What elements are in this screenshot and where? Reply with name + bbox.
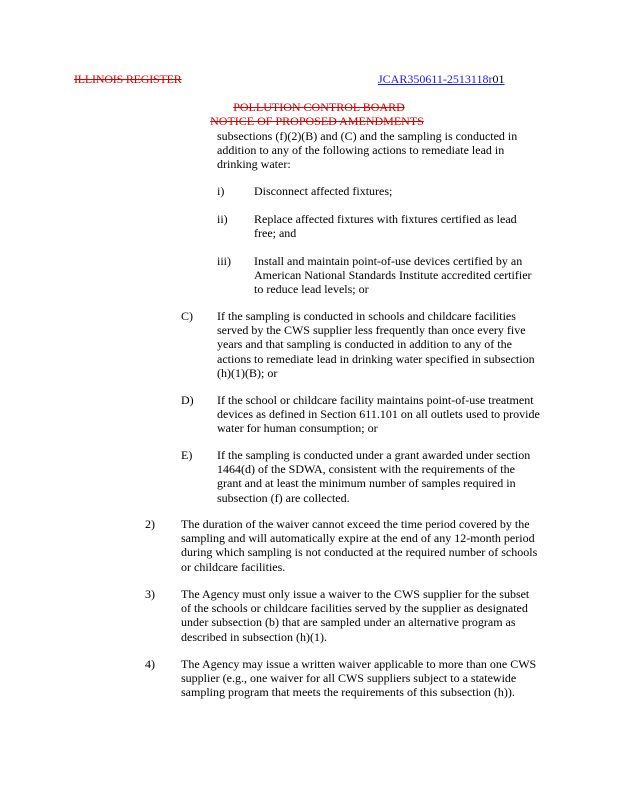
text-line: The Agency may issue a written waiver applicable to more than one CWS <box>181 657 537 671</box>
jcar-code <box>378 72 504 87</box>
list-item <box>217 309 535 380</box>
text-line: or childcare facilities. <box>181 559 286 574</box>
list-item <box>181 517 537 574</box>
text-line: If the school or childcare facility maintains point-of-use treatment <box>217 393 534 407</box>
text-line: subsections (f)(2)(B) and (C) and the sampling is conducted in <box>217 129 518 143</box>
text-line: The Agency must only issue a waiver to the CWS supplier for the subset <box>181 587 530 601</box>
text-line: water for human consumption; or <box>217 421 378 436</box>
jcar-code-main: JCAR350611-2513118r <box>378 72 493 86</box>
notice-title: NOTICE OF PROPOSED AMENDMENTS <box>210 114 424 128</box>
item-number: C) <box>181 309 193 323</box>
text-line: Disconnect affected fixtures; <box>254 184 393 198</box>
list-item <box>217 448 530 505</box>
text-line: If the sampling is conducted under a grant awarded under section <box>217 448 531 462</box>
intro-paragraph <box>217 129 517 172</box>
item-number: 4) <box>145 657 155 671</box>
item-number: ii) <box>217 212 228 226</box>
item-number: 3) <box>145 587 155 601</box>
text-line: described in subsection (h)(1). <box>181 629 327 644</box>
list-item <box>254 184 392 198</box>
text-line: The duration of the waiver cannot exceed the time period covered by the <box>181 517 530 531</box>
text-line: under subsection (b) that are sampled under an alternative program as <box>181 615 516 630</box>
jcar-code-tail: 01 <box>492 72 505 86</box>
item-number: iii) <box>217 254 231 268</box>
text-line: supplier (e.g., one waiver for all CWS suppliers subject to a statewide <box>181 671 517 686</box>
text-line: grant and at least the minimum number of samples required in <box>217 476 516 491</box>
item-number: E) <box>181 448 193 462</box>
text-line: during which sampling is not conducted at the required number of schools <box>181 545 538 560</box>
agency-name: POLLUTION CONTROL BOARD <box>233 100 405 114</box>
text-line: drinking water: <box>217 157 291 172</box>
text-line: to reduce lead levels; or <box>254 282 369 297</box>
text-line: addition to any of the following actions to remediate lead in <box>217 143 505 158</box>
item-number: 2) <box>145 517 155 531</box>
text-line: sampling and will automatically expire at the end of any 12-month period <box>181 531 535 546</box>
text-line: actions to remediate lead in drinking water specified in subsection <box>217 351 535 366</box>
text-line: of the schools or childcare facilities served by the supplier as designated <box>181 601 528 616</box>
text-line: sampling program that meets the requirements of this subsection (h)). <box>181 685 515 700</box>
list-item <box>254 212 517 240</box>
item-number: D) <box>181 393 194 407</box>
text-line: (h)(1)(B); or <box>217 365 278 380</box>
register-header: ILLINOIS REGISTER <box>74 72 182 86</box>
text-line: years and that sampling is conducted in addition to any of the <box>217 337 512 352</box>
text-line: devices as defined in Section 611.101 on all outlets used to provide <box>217 407 540 422</box>
list-item <box>181 657 536 700</box>
text-line: subsection (f) are collected. <box>217 490 350 505</box>
text-line: American National Standards Institute accredited certifier <box>254 268 532 283</box>
list-item <box>181 587 529 644</box>
list-item <box>254 254 532 297</box>
list-item <box>217 393 540 436</box>
text-line: Replace affected fixtures with fixtures certified as lead <box>254 212 517 226</box>
text-line: 1464(d) of the SDWA, consistent with the requirements of the <box>217 462 515 477</box>
item-number: i) <box>217 184 225 198</box>
text-line: If the sampling is conducted in schools and childcare facilities <box>217 309 516 323</box>
text-line: Install and maintain point-of-use devices certified by an <box>254 254 523 268</box>
text-line: free; and <box>254 226 297 241</box>
text-line: served by the CWS supplier less frequently than once every five <box>217 323 526 338</box>
